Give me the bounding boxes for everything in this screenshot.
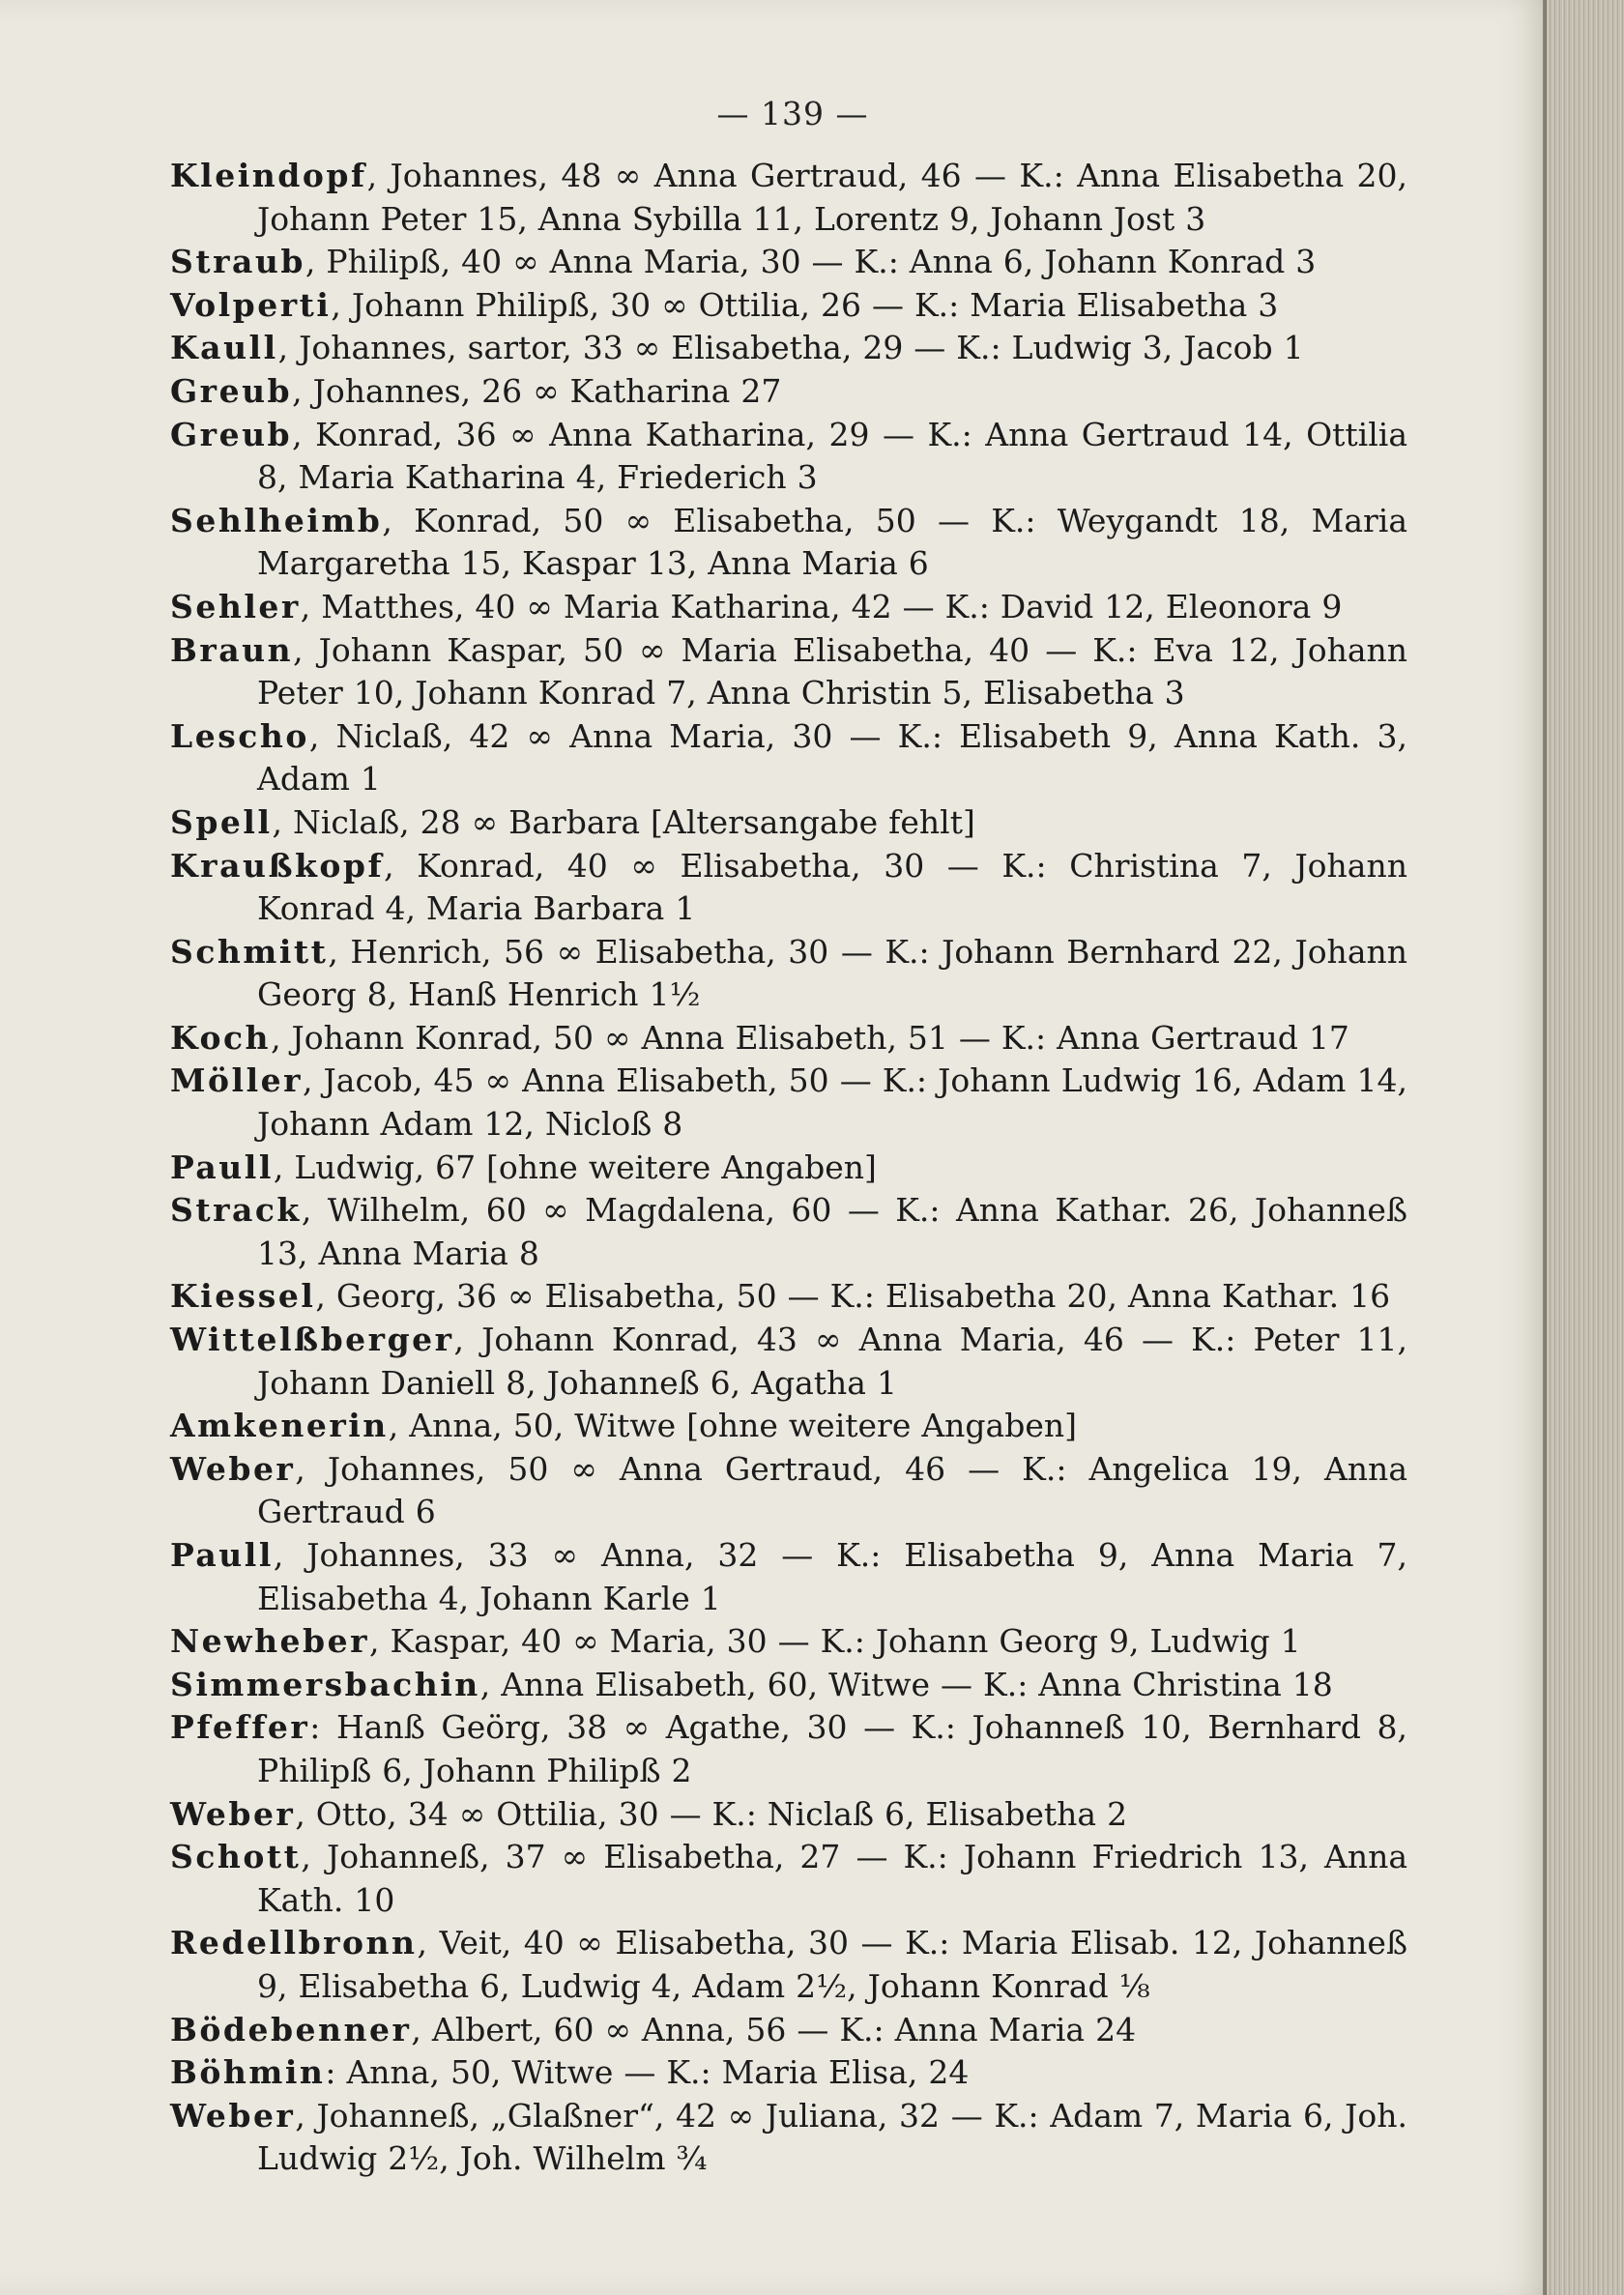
register-entry (170, 500, 1407, 586)
register-entry (170, 629, 1407, 715)
register-entry (170, 2051, 1407, 2095)
register-entry (170, 1836, 1407, 1922)
entry-surname: Weber (170, 1794, 296, 1833)
entry-surname: Sehler (170, 587, 301, 625)
entry-details: , Johannes, 26 ∞ Katharina 27 (292, 371, 782, 410)
register-entry (170, 1405, 1407, 1448)
register-entry (170, 1534, 1407, 1620)
register-entry (170, 2009, 1407, 2052)
entry-surname: Kiessel (170, 1277, 316, 1316)
entry-surname: Lescho (170, 716, 309, 755)
entry-details: , Veit, 40 ∞ Elisabetha, 30 — K.: Maria Elisab. 12, Johanneß 9, Elisabetha 6, Ludwig 4, Adam 2½, Johann Konrad ⅛ (257, 1924, 1407, 2005)
entry-surname: Paull (170, 1148, 274, 1186)
entry-surname: Kraußkopf (170, 846, 385, 885)
entry-details: , Matthes, 40 ∞ Maria Katharina, 42 — K.: David 12, Eleonora 9 (300, 587, 1343, 625)
register-entry (170, 370, 1407, 414)
entry-details: , Johannes, 50 ∞ Anna Gertraud, 46 — K.: Angelica 19, Anna Gertraud 6 (257, 1449, 1407, 1531)
entry-details: , Georg, 36 ∞ Elisabetha, 50 — K.: Elisabetha 20, Anna Kathar. 16 (315, 1277, 1391, 1316)
register-entry (170, 931, 1407, 1017)
entry-details: , Kaspar, 40 ∞ Maria, 30 — K.: Johann Georg 9, Ludwig 1 (369, 1622, 1301, 1661)
register-entry (170, 801, 1407, 845)
entry-details: , Johannes, 48 ∞ Anna Gertraud, 46 — K.: Anna Elisabetha 20, Johann Peter 15, Anna Sybilla 11, Lorentz 9, Johann Jost 3 (257, 157, 1407, 238)
entry-surname: Newheber (170, 1622, 370, 1661)
entry-surname: Möller (170, 1061, 303, 1100)
entry-details: , Johann Konrad, 50 ∞ Anna Elisabeth, 51 — K.: Anna Gertraud 17 (271, 1018, 1349, 1057)
entry-details: : Anna, 50, Witwe — K.: Maria Elisa, 24 (325, 2053, 970, 2092)
entry-details: , Wilhelm, 60 ∞ Magdalena, 60 — K.: Anna Kathar. 26, Johanneß 13, Anna Maria 8 (257, 1191, 1407, 1272)
entry-surname: Paull (170, 1536, 274, 1574)
register-entries (170, 155, 1407, 2181)
register-entry (170, 2095, 1407, 2181)
register-entry (170, 1275, 1407, 1319)
book-page-stack (1547, 0, 1624, 2295)
entry-surname: Koch (170, 1018, 272, 1057)
entry-details: , Niclaß, 42 ∞ Anna Maria, 30 — K.: Elisabeth 9, Anna Kath. 3, Adam 1 (257, 716, 1407, 799)
entry-surname: Spell (170, 802, 273, 841)
entry-details: , Ludwig, 67 [ohne weitere Angaben] (273, 1148, 877, 1186)
register-entry (170, 155, 1407, 241)
entry-details: , Niclaß, 28 ∞ Barbara [Altersangabe fehlt] (272, 802, 975, 841)
register-entry (170, 1017, 1407, 1060)
entry-surname: Wittelßberger (170, 1321, 454, 1359)
entry-details: , Jacob, 45 ∞ Anna Elisabeth, 50 — K.: Johann Ludwig 16, Adam 14, Johann Adam 12, Nicloß 8 (257, 1061, 1407, 1144)
register-entry (170, 1448, 1407, 1534)
register-entry (170, 1706, 1407, 1792)
entry-details: , Konrad, 50 ∞ Elisabetha, 50 — K.: Weygandt 18, Maria Margaretha 15, Kaspar 13, Anna Maria 6 (257, 501, 1407, 583)
entry-surname: Volperti (170, 285, 332, 324)
register-entry (170, 1060, 1407, 1146)
entry-surname: Pfeffer (170, 1708, 310, 1747)
entry-surname: Böhmin (170, 2053, 326, 2092)
page-number: — 139 — (716, 95, 869, 132)
register-entry (170, 586, 1407, 629)
entry-surname: Greub (170, 371, 293, 410)
entry-details: , Albert, 60 ∞ Anna, 56 — K.: Anna Maria 24 (411, 2010, 1137, 2048)
register-entry (170, 715, 1407, 801)
register-entry (170, 241, 1407, 284)
entry-surname: Simmersbachin (170, 1665, 480, 1703)
register-entry (170, 284, 1407, 328)
entry-details: , Johann Kaspar, 50 ∞ Maria Elisabetha, 40 — K.: Eva 12, Johann Peter 10, Johann Konrad 7, Anna Christin 5, Elisabetha 3 (257, 630, 1407, 712)
entry-details: , Konrad, 36 ∞ Anna Katharina, 29 — K.: Anna Gertraud 14, Ottilia 8, Maria Katharina 4, Friederich 3 (257, 415, 1407, 497)
entry-surname: Straub (170, 243, 305, 281)
entry-details: , Anna, 50, Witwe [ohne weitere Angaben] (388, 1407, 1078, 1445)
entry-details: , Johannes, 33 ∞ Anna, 32 — K.: Elisabetha 9, Anna Maria 7, Elisabetha 4, Johann Karle 1 (257, 1536, 1407, 1617)
entry-details: , Johanneß, 37 ∞ Elisabetha, 27 — K.: Johann Friedrich 13, Anna Kath. 10 (257, 1838, 1407, 1919)
register-entry (170, 1664, 1407, 1707)
register-entry (170, 1793, 1407, 1837)
entry-surname: Schmitt (170, 932, 329, 971)
entry-details: , Konrad, 40 ∞ Elisabetha, 30 — K.: Christina 7, Johann Konrad 4, Maria Barbara 1 (257, 846, 1407, 928)
register-entry (170, 414, 1407, 500)
entry-details: : Hanß Geörg, 38 ∞ Agathe, 30 — K.: Johanneß 10, Bernhard 8, Philipß 6, Johann Philipß 2 (257, 1708, 1407, 1789)
entry-details: , Philipß, 40 ∞ Anna Maria, 30 — K.: Anna 6, Johann Konrad 3 (304, 243, 1317, 281)
entry-surname: Sehlheimb (170, 501, 383, 539)
register-entry (170, 1620, 1407, 1664)
entry-details: , Johann Konrad, 43 ∞ Anna Maria, 46 — K.: Peter 11, Johann Daniell 8, Johanneß 6, Agatha 1 (257, 1321, 1407, 1402)
entry-surname: Kleindopf (170, 157, 367, 194)
entry-details: , Otto, 34 ∞ Ottilia, 30 — K.: Niclaß 6, Elisabetha 2 (295, 1794, 1128, 1833)
register-entry (170, 1189, 1407, 1275)
entry-details: , Anna Elisabeth, 60, Witwe — K.: Anna Christina 18 (479, 1665, 1333, 1703)
entry-details: , Johannes, sartor, 33 ∞ Elisabetha, 29 — K.: Ludwig 3, Jacob 1 (277, 329, 1304, 367)
entry-surname: Redellbronn (170, 1924, 418, 1962)
entry-surname: Amkenerin (170, 1407, 389, 1445)
entry-surname: Weber (170, 1449, 296, 1488)
entry-details: , Henrich, 56 ∞ Elisabetha, 30 — K.: Johann Bernhard 22, Johann Georg 8, Hanß Henrich 1½ (257, 932, 1407, 1014)
entry-surname: Greub (170, 415, 293, 453)
register-entry (170, 1922, 1407, 2008)
entry-surname: Kaull (170, 329, 278, 367)
register-entry (170, 845, 1407, 931)
entry-surname: Weber (170, 2096, 296, 2135)
entry-details: , Johanneß, „Glaßner“, 42 ∞ Juliana, 32 — K.: Adam 7, Maria 6, Joh. Ludwig 2½, Joh. Wilhelm ¾ (257, 2096, 1407, 2178)
register-entry (170, 327, 1407, 370)
register-entry (170, 1147, 1407, 1190)
entry-surname: Braun (170, 630, 294, 669)
entry-details: , Johann Philipß, 30 ∞ Ottilia, 26 — K.: Maria Elisabetha 3 (331, 285, 1279, 324)
entry-surname: Schott (170, 1838, 302, 1876)
register-entry (170, 1319, 1407, 1405)
entry-surname: Strack (170, 1191, 302, 1230)
entry-surname: Bödebenner (170, 2010, 412, 2048)
